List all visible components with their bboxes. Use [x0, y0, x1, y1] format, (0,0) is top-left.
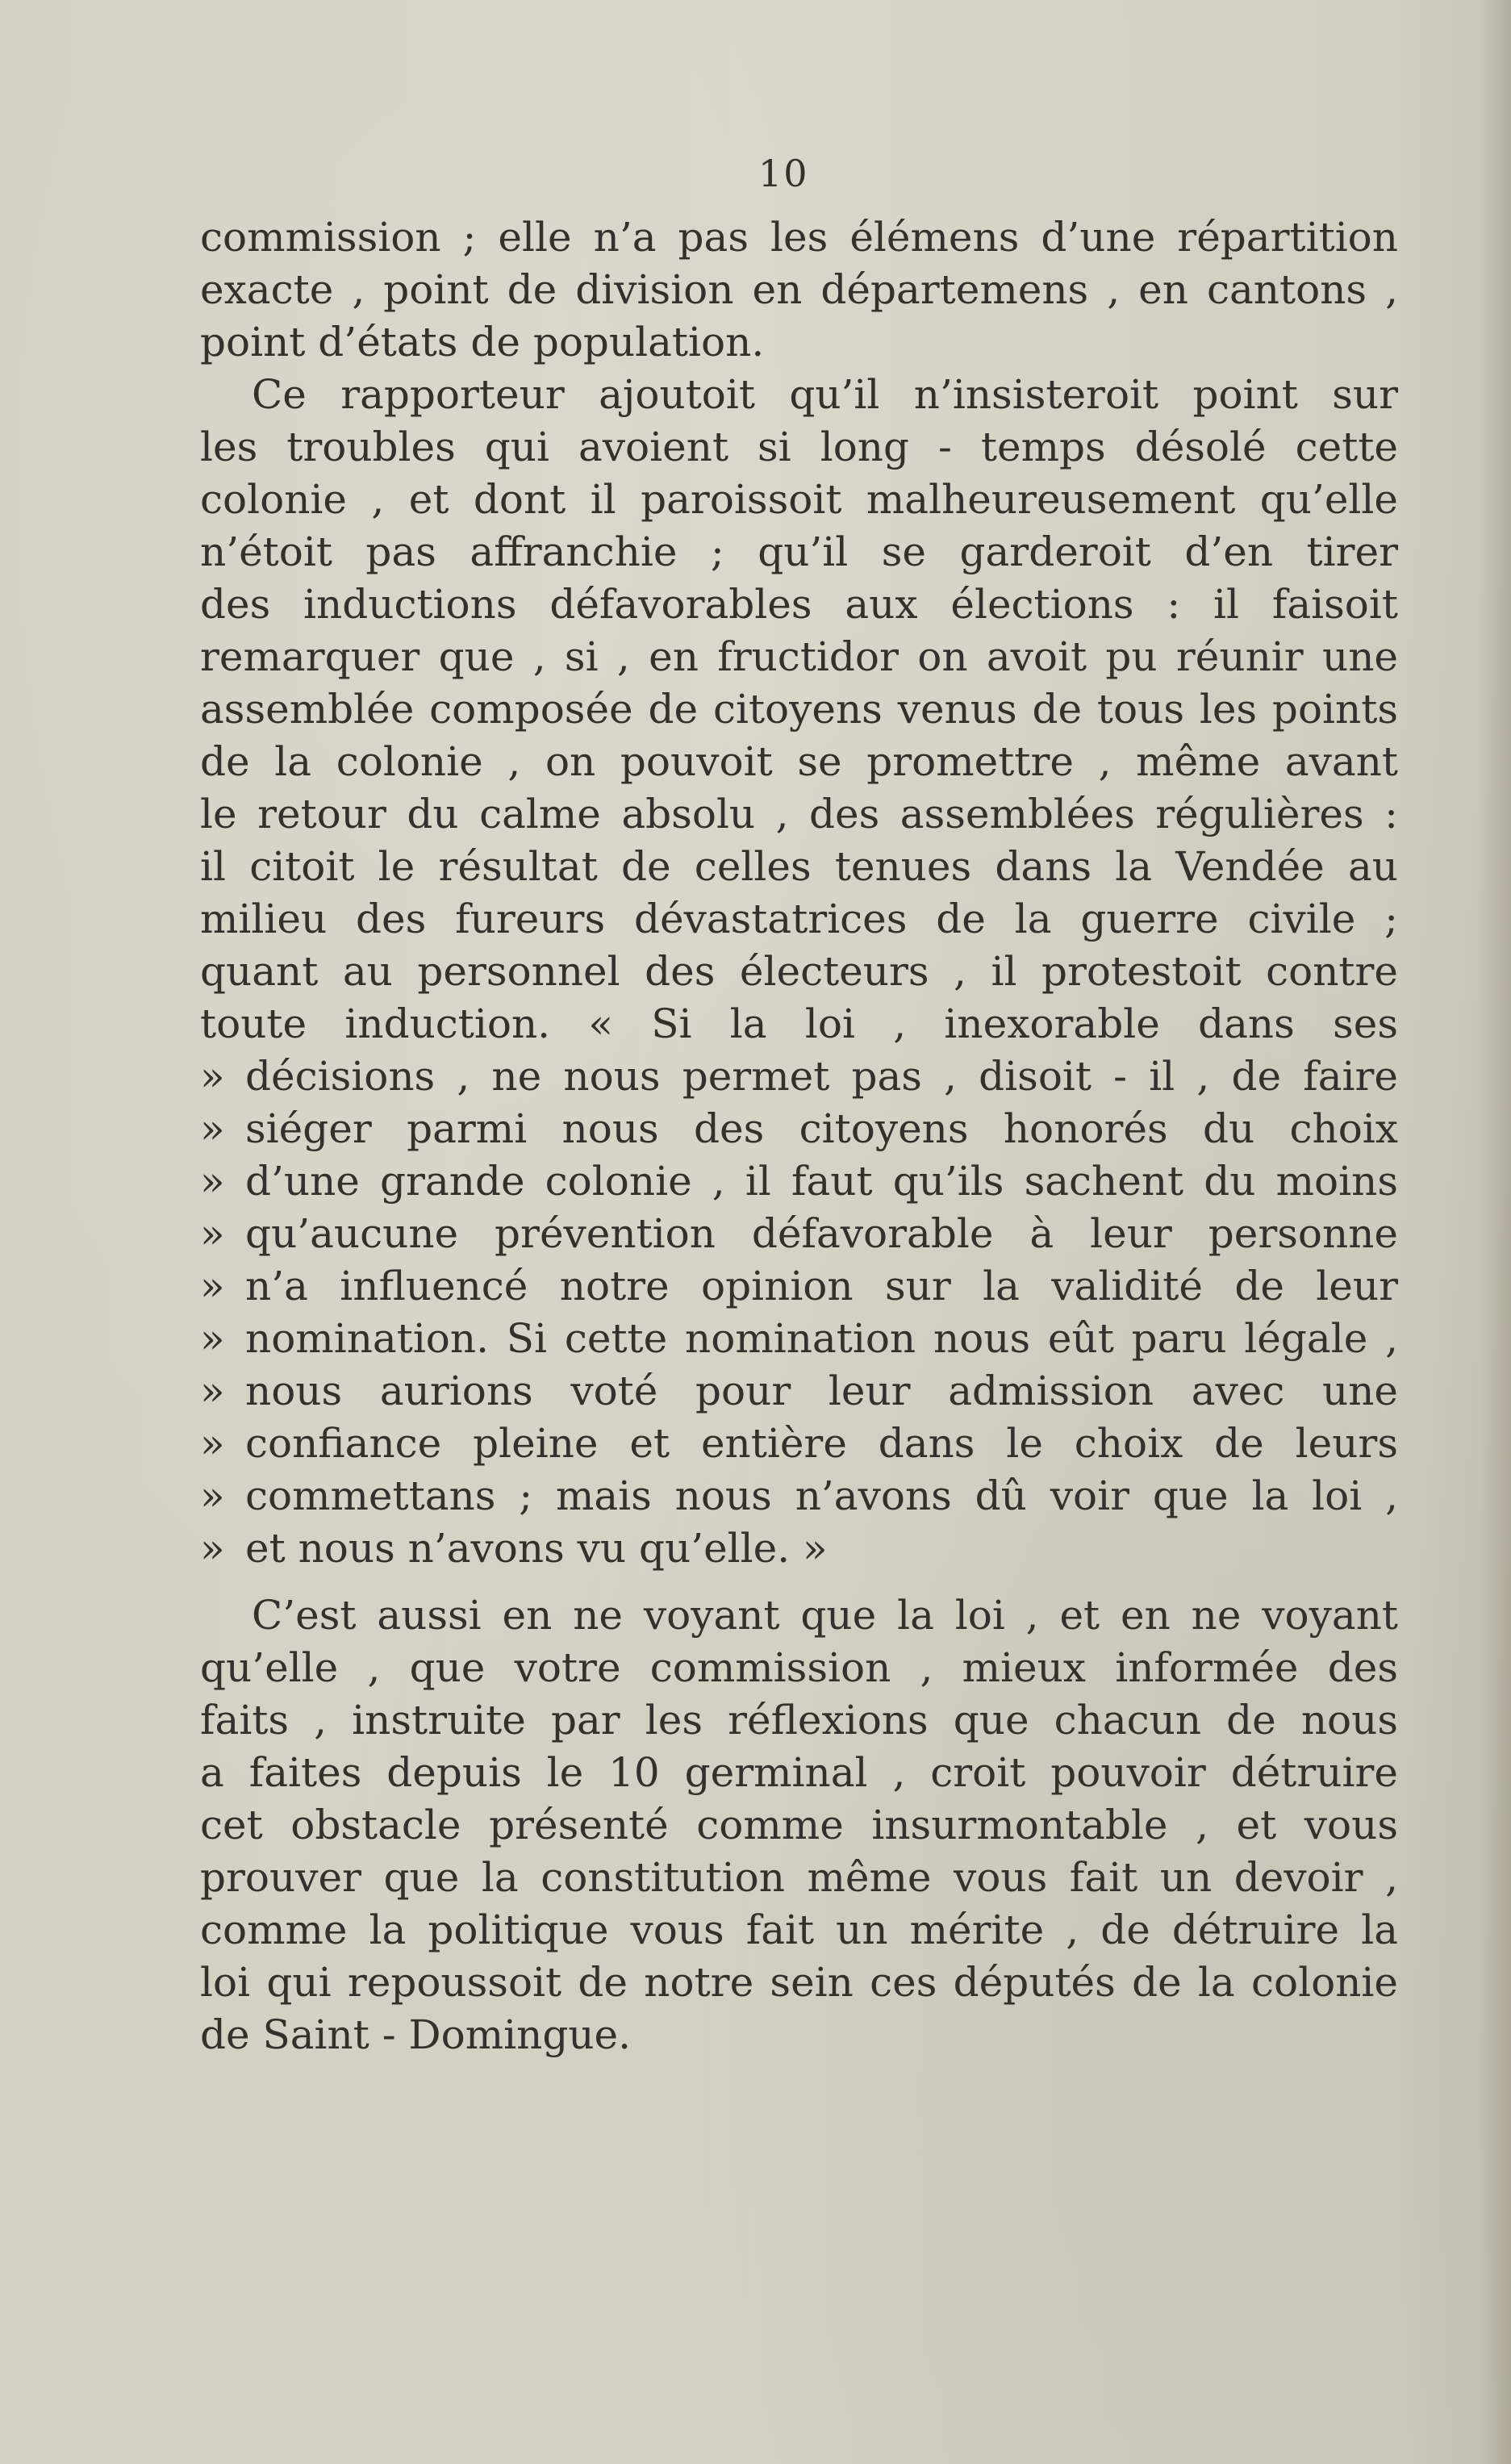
quote-text: n’a influencé notre opinion sur la validité de leur [245, 1263, 1398, 1309]
paragraph-4 [200, 1589, 1398, 2061]
quote-mark: » [200, 1315, 225, 1362]
quote-text: commettans ; mais nous n’avons dû voir que la loi , [245, 1472, 1398, 1519]
text-line: commission ; elle n’a pas les élémens d’une répartition [200, 214, 1398, 261]
paragraph-1 [200, 211, 1398, 369]
text-line: toute induction. « Si la loi , inexorable dans ses [200, 1000, 1398, 1047]
text-line: qu’elle , que votre commission , mieux informée des [200, 1644, 1398, 1691]
quote-line [200, 1155, 1398, 1208]
text-line: il citoit le résultat de celles tenues dans la Vendée au [200, 843, 1398, 890]
quote-text: décisions , ne nous permet pas , disoit - il , de faire [245, 1053, 1398, 1100]
quote-text: siéger parmi nous des citoyens honorés du choix [245, 1105, 1398, 1152]
quote-text: et nous n’avons vu qu’elle. » [245, 1525, 828, 1572]
quote-mark: » [200, 1472, 225, 1519]
text-line: n’étoit pas affranchie ; qu’il se garderoit d’en tirer [200, 528, 1398, 575]
text-line: exacte , point de division en départemens , en cantons , [200, 266, 1398, 313]
quote-mark: » [200, 1158, 225, 1205]
text-line: point d’états de population. [200, 319, 765, 365]
page-number: 10 [758, 152, 809, 195]
text-line: de la colonie , on pouvoit se promettre , même avant [200, 738, 1398, 785]
text-line: faits , instruite par les réflexions que chacun de nous [200, 1697, 1398, 1744]
text-line: C’est aussi en ne voyant que la loi , et en ne voyant [252, 1592, 1398, 1639]
quote-line [200, 1050, 1398, 1103]
quote-text: nomination. Si cette nomination nous eût paru légale , [245, 1315, 1398, 1362]
paragraph-2 [200, 369, 1398, 1050]
quote-line [200, 1470, 1398, 1522]
text-line: Ce rapporteur ajoutoit qu’il n’insisteroit point sur [252, 371, 1398, 418]
text-line: cet obstacle présenté comme insurmontable , et vous [200, 1802, 1398, 1848]
text-line: le retour du calme absolu , des assemblées régulières : [200, 791, 1398, 837]
quote-text: confiance pleine et entière dans le choix de leurs [245, 1420, 1398, 1467]
text-line: quant au personnel des électeurs , il protestoit contre [200, 948, 1398, 995]
quote-line [200, 1208, 1398, 1260]
text-line: les troubles qui avoient si long - temps désolé cette [200, 424, 1398, 470]
text-line: colonie , et dont il paroissoit malheureusement qu’elle [200, 476, 1398, 523]
quote-line [200, 1103, 1398, 1155]
quote-mark: » [200, 1525, 225, 1572]
quote-mark: » [200, 1368, 225, 1414]
quotation [200, 1050, 1398, 1575]
quote-line [200, 1313, 1398, 1365]
quote-mark: » [200, 1053, 225, 1100]
quote-mark: » [200, 1263, 225, 1309]
body-text [200, 211, 1398, 2061]
text-line: prouver que la constitution même vous fait un devoir , [200, 1854, 1398, 1901]
quote-line [200, 1365, 1398, 1418]
quote-text: qu’aucune prévention défavorable à leur personne [245, 1210, 1398, 1257]
quote-mark: » [200, 1420, 225, 1467]
quote-line [200, 1418, 1398, 1470]
text-line: remarquer que , si , en fructidor on avoit pu réunir une [200, 633, 1398, 680]
quote-line [200, 1522, 1398, 1575]
text-line: comme la politique vous fait un mérite , de détruire la [200, 1906, 1398, 1953]
quote-mark: » [200, 1210, 225, 1257]
paragraph-gap [200, 1575, 1398, 1589]
text-line: assemblée composée de citoyens venus de tous les points [200, 686, 1398, 733]
quote-mark: » [200, 1105, 225, 1152]
text-line: milieu des fureurs dévastatrices de la guerre civile ; [200, 896, 1398, 942]
quote-line [200, 1260, 1398, 1313]
page-edge-shadow [1479, 0, 1511, 2464]
text-line: a faites depuis le 10 germinal , croit pouvoir détruire [200, 1749, 1398, 1796]
quote-text: nous aurions voté pour leur admission avec une [245, 1368, 1398, 1414]
text-line: des inductions défavorables aux élections : il faisoit [200, 581, 1398, 628]
text-line: de Saint - Domingue. [200, 2011, 632, 2058]
text-line: loi qui repoussoit de notre sein ces députés de la colonie [200, 1959, 1398, 2006]
quote-text: d’une grande colonie , il faut qu’ils sachent du moins [245, 1158, 1398, 1205]
